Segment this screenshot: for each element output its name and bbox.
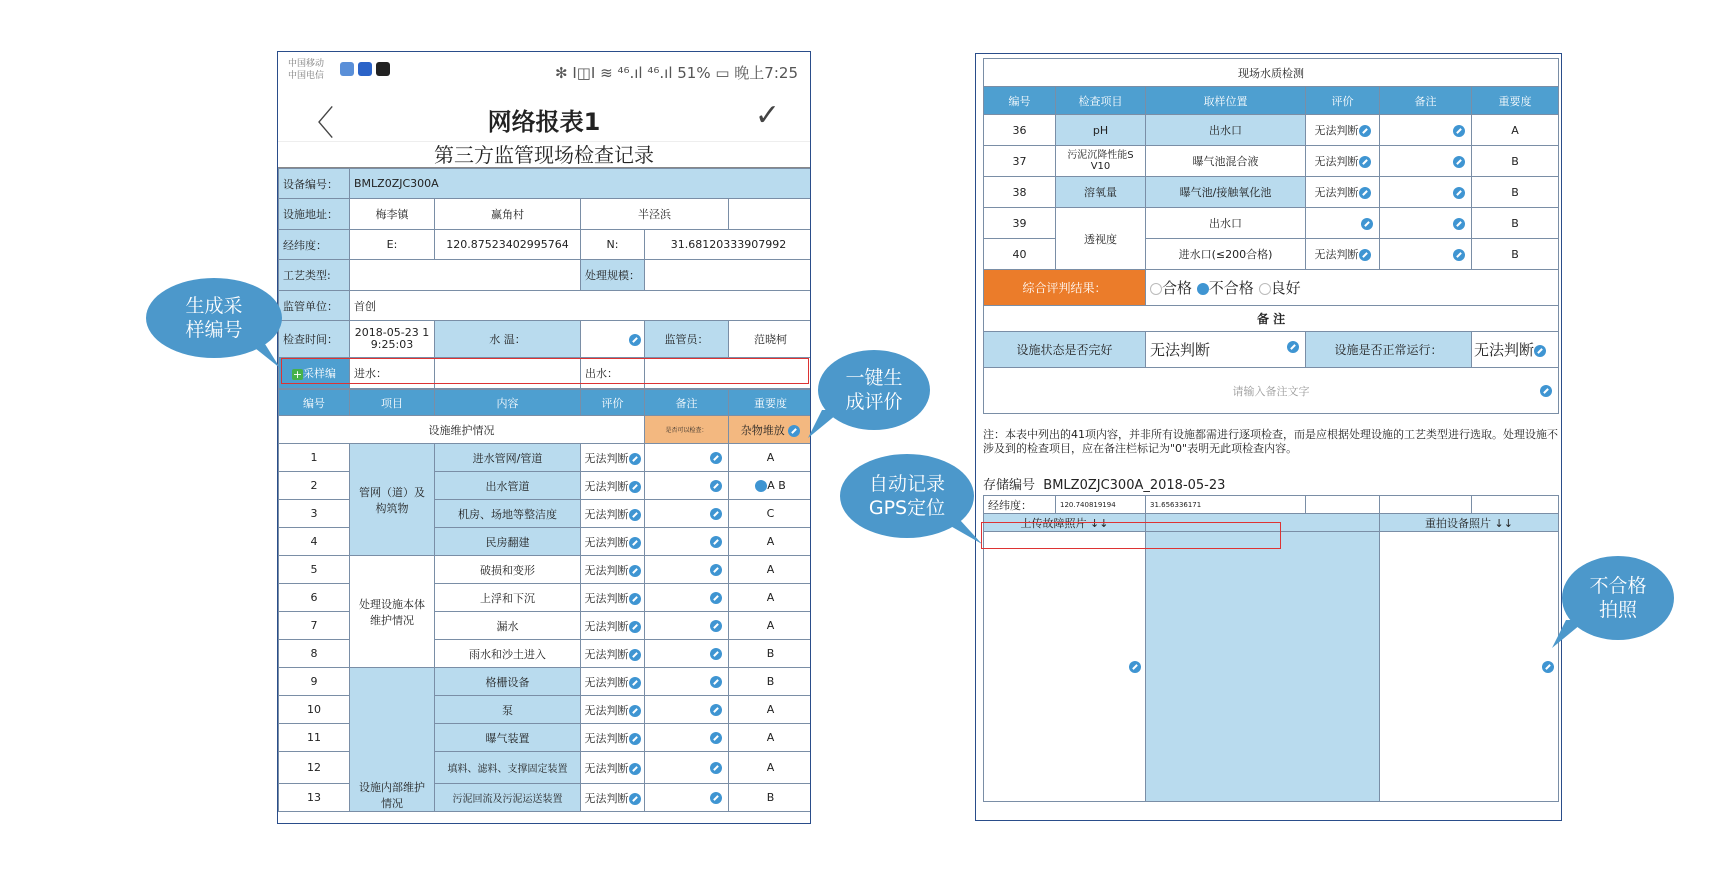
row-eval[interactable] [1306,208,1380,239]
col-importance: 重要度 [1472,87,1559,115]
edit-icon[interactable] [710,508,722,520]
app-icons [340,62,390,76]
row-eval[interactable] [581,528,645,556]
row-content: 曝气装置 [435,724,581,752]
row-imp: A [729,556,812,584]
callout-sample-no: 生成采 样编号 [146,278,282,358]
n-value: 31.68120333907992 [645,229,812,259]
info-table [278,168,811,389]
row-no: 12 [279,752,350,784]
row-imp: A [729,752,812,784]
lat-value: 31.656336171 [1146,496,1306,514]
edit-icon[interactable] [710,648,722,660]
eval-text: 无法判断 [1314,248,1359,261]
lnglat-table [983,495,1559,802]
section-note: 是否可以检查： [645,416,729,444]
row-content: 泵 [435,696,581,724]
row-item: 溶氧量 [1056,177,1146,208]
row-remark[interactable] [1380,208,1472,239]
row-no: 38 [984,177,1056,208]
row-no: 13 [279,784,350,812]
remark-input[interactable] [984,368,1559,414]
edit-icon[interactable] [629,733,641,745]
row-eval[interactable] [581,696,645,724]
store-value: BMLZ0ZJC300A_2018-05-23 [1043,478,1226,493]
edit-icon[interactable] [710,536,722,548]
eval-text: 无法判断 [584,703,629,717]
water-title: 现场水质检测 [984,59,1559,87]
water-table [983,58,1559,414]
outlet-label: 出水： [581,358,645,389]
edit-icon[interactable] [1540,385,1552,397]
row-remark[interactable] [645,640,729,668]
callout-tail [240,336,290,376]
edit-icon[interactable] [710,762,722,774]
result-label: 综合评判结果： [984,270,1146,306]
edit-icon[interactable] [1534,345,1546,357]
edit-icon[interactable] [1287,341,1299,353]
row-position: 曝气池/接触氧化池 [1146,177,1306,208]
row-imp: A [729,612,812,640]
row-remark[interactable] [645,752,729,784]
row-remark[interactable] [645,696,729,724]
nav-bar [278,92,810,142]
col-importance: 重要度 [729,390,812,416]
eval-text: 无法判断 [584,479,629,493]
row-imp: B [1472,239,1559,270]
lnglat-label: 经纬度： [984,496,1056,514]
running-label: 设施是否正常运行： [1306,332,1472,368]
edit-icon[interactable] [1542,661,1554,673]
app-icon [358,62,372,76]
scale-label: 处理规模： [581,260,645,290]
eval-text: 无法判断 [1314,124,1359,137]
row-position: 出水口 [1146,115,1306,146]
eval-text: 无法判断 [584,591,629,605]
eval-text: 无法判断 [584,647,629,661]
running-value: 无法判断 [1474,341,1535,359]
row-imp: B [729,640,812,668]
group-internal: 设施内部维护 情况 [350,668,435,812]
scale-field[interactable] [645,260,812,290]
row-no: 8 [279,640,350,668]
edit-icon[interactable] [710,792,722,804]
row-no: 5 [279,556,350,584]
eval-text: 无法判断 [584,619,629,633]
col-eval: 评价 [1306,87,1380,115]
row-remark[interactable] [1380,239,1472,270]
row-content: 破损和变形 [435,556,581,584]
row-no: 36 [984,115,1056,146]
row-content: 机房、场地等整洁度 [435,500,581,528]
callout-tail [940,520,986,550]
opt-good: 良好 [1270,279,1301,297]
store-label: 存储编号 [983,478,1036,493]
edit-icon[interactable] [629,649,641,661]
edit-icon[interactable] [629,509,641,521]
edit-icon[interactable] [710,676,722,688]
device-no-value: BMLZ0ZJC300A [350,169,812,199]
edit-icon[interactable] [629,565,641,577]
row-content: 污泥回流及污泥运送装置 [435,784,581,812]
row-eval[interactable] [581,640,645,668]
row-eval[interactable] [581,500,645,528]
edit-icon[interactable] [629,621,641,633]
row-imp[interactable] [729,472,812,500]
e-value: 120.87523402995764 [435,229,581,259]
addr-village: 赢角村 [435,199,581,229]
row-item: 透视度 [1056,208,1146,270]
row-remark[interactable] [645,668,729,696]
row-content: 填料、滤料、支撑固定装置 [435,752,581,784]
process-label: 工艺类型: [279,260,350,290]
edit-icon[interactable] [710,480,722,492]
row-content: 格栅设备 [435,668,581,696]
row-no: 9 [279,668,350,696]
status-right: ✻ I◫I ≋ ⁴⁶.ıl ⁴⁶.ıl 51% ▭ 晚上7:25 [555,64,798,82]
row-eval[interactable] [1306,146,1380,177]
row-no: 6 [279,584,350,612]
edit-icon[interactable] [1359,187,1371,199]
device-photo-area[interactable] [1380,532,1559,802]
row-no: 37 [984,146,1056,177]
confirm-icon[interactable]: ✓ [754,98,780,133]
radio-a[interactable] [755,480,767,492]
edit-icon[interactable] [629,334,641,346]
process-field[interactable] [350,260,581,290]
row-position: 曝气池混合液 [1146,146,1306,177]
section-note2[interactable] [729,416,812,444]
empty-cell [1380,496,1472,514]
row-eval[interactable] [581,724,645,752]
facility-ok-field[interactable] [1146,332,1306,368]
edit-icon[interactable] [629,763,641,775]
supervisor-value: 范晓柯 [729,321,812,358]
edit-icon[interactable] [629,677,641,689]
running-field[interactable] [1472,332,1559,368]
addr-label: 设施地址： [279,199,350,229]
upload-device-label: 重拍设备照片 ↓↓ [1380,514,1559,532]
edit-icon[interactable] [710,592,722,604]
page-title: 网络报表1 [487,108,601,136]
row-remark[interactable] [645,500,729,528]
eval-text: 无法判断 [1314,155,1359,168]
status-bar [278,52,810,92]
col-no: 编号 [984,87,1056,115]
row-imp: B [729,668,812,696]
eval-text: 无法判断 [584,535,629,549]
row-remark[interactable] [645,528,729,556]
facility-ok-value: 无法判断 [1150,341,1211,359]
plus-icon: + [292,367,303,381]
row-no: 39 [984,208,1056,239]
upload-fault-label: 上传故障照片 ↓↓ [984,514,1146,532]
row-no: 11 [279,724,350,752]
fault-photo-area[interactable] [984,532,1146,802]
edit-icon[interactable] [1453,249,1465,261]
outlet-field[interactable] [645,358,812,389]
water-temp-label: 水 温： [435,321,581,358]
col-item: 检查项目 [1056,87,1146,115]
edit-icon[interactable] [629,593,641,605]
device-no-label: 设备编号： [279,169,350,199]
app-icon [340,62,354,76]
row-position: 出水口 [1146,208,1306,239]
row-eval[interactable] [1306,115,1380,146]
carrier-2: 中国电信 [288,71,325,81]
row-remark[interactable] [1380,177,1472,208]
row-imp: B [1472,177,1559,208]
edit-icon[interactable] [1453,156,1465,168]
unit-value: 首创 [350,290,812,320]
addr-site: 半泾浜 [581,199,729,229]
row-imp: A [729,584,812,612]
remark-title: 备 注 [984,306,1559,332]
facility-ok-label: 设施状态是否完好 [984,332,1146,368]
row-imp: B [729,784,812,812]
row-remark[interactable] [1380,115,1472,146]
row-content: 上浮和下沉 [435,584,581,612]
photo-middle [1146,532,1380,802]
row-remark[interactable] [645,444,729,472]
row-eval[interactable] [581,472,645,500]
row-item: pH [1056,115,1146,146]
edit-icon[interactable] [710,732,722,744]
edit-icon[interactable] [1359,125,1371,137]
row-content: 漏水 [435,612,581,640]
imp-options: A B [767,479,786,492]
lnglat-label: 经纬度： [279,229,350,259]
row-remark[interactable] [645,612,729,640]
phone-screen [277,51,811,824]
edit-icon[interactable] [629,537,641,549]
section-title: 设施维护情况 [279,416,645,444]
remark-placeholder: 请输入备注文字 [1232,384,1310,398]
edit-icon[interactable] [1453,218,1465,230]
water-temp-field[interactable] [581,321,645,358]
row-eval[interactable] [581,444,645,472]
edit-icon[interactable] [629,453,641,465]
row-item: 污泥沉降性能S V10 [1056,146,1146,177]
edit-icon[interactable] [710,452,722,464]
row-eval[interactable] [581,612,645,640]
group-pipe: 管网（道）及 构筑物 [350,444,435,556]
callout-tail [1552,620,1592,650]
addr-empty [729,199,812,229]
radio-good[interactable] [1259,283,1271,295]
col-remark: 备注 [645,390,729,416]
edit-icon[interactable] [710,564,722,576]
edit-icon[interactable] [1359,156,1371,168]
col-content: 内容 [435,390,581,416]
edit-icon[interactable] [1453,125,1465,137]
record-title: 第三方监管现场检查记录 [278,142,810,168]
row-no: 3 [279,500,350,528]
row-no: 40 [984,239,1056,270]
row-eval[interactable] [581,752,645,784]
row-eval[interactable] [581,556,645,584]
carrier-text [288,58,324,82]
inlet-label: 进水： [350,358,435,389]
row-no: 10 [279,696,350,724]
callout-photo: 不合格 拍照 [1562,556,1674,640]
store-row [983,474,1561,493]
e-label: E: [350,229,435,259]
row-imp: A [729,724,812,752]
row-position: 进水口(≤200合格) [1146,239,1306,270]
row-eval[interactable] [1306,239,1380,270]
n-label: N: [581,229,645,259]
col-remark: 备注 [1380,87,1472,115]
opt-fail: 不合格 [1208,279,1254,297]
edit-icon[interactable] [1359,249,1371,261]
row-no: 4 [279,528,350,556]
row-imp: B [1472,146,1559,177]
col-position: 取样位置 [1146,87,1306,115]
col-no: 编号 [279,390,350,416]
result-options[interactable] [1146,270,1559,306]
edit-icon[interactable] [1453,187,1465,199]
eval-text: 无法判断 [584,675,629,689]
eval-text: 无法判断 [584,761,629,775]
eval-text: 无法判断 [584,563,629,577]
row-eval[interactable] [581,584,645,612]
addr-town: 梅李镇 [350,199,435,229]
row-remark[interactable] [645,472,729,500]
edit-icon[interactable] [710,620,722,632]
edit-icon[interactable] [629,481,641,493]
row-no: 2 [279,472,350,500]
row-remark[interactable] [645,784,729,812]
time-label: 检查时间： [279,321,350,358]
row-eval[interactable] [1306,177,1380,208]
row-remark[interactable] [645,556,729,584]
time-value: 2018-05-23 1 9:25:03 [350,321,435,358]
back-icon[interactable]: 〈 [300,104,334,144]
row-imp: B [1472,208,1559,239]
eval-text: 无法判断 [1314,186,1359,199]
maintenance-table [278,389,811,812]
carrier-1: 中国移动 [288,59,325,69]
row-imp: A [729,444,812,472]
col-item: 项目 [350,390,435,416]
supervisor-label: 监管员： [645,321,729,358]
app-icon [376,62,390,76]
row-no: 1 [279,444,350,472]
edit-icon[interactable] [1129,661,1141,673]
callout-gps: 自动记录 GPS定位 [840,454,974,538]
row-content: 进水管网/管道 [435,444,581,472]
empty-cell [1472,496,1559,514]
edit-icon[interactable] [629,793,641,805]
opt-pass: 合格 [1162,279,1193,297]
water-test-screen [975,53,1562,821]
row-content: 民房翻建 [435,528,581,556]
empty-cell [1306,496,1380,514]
eval-text: 无法判断 [584,451,629,465]
row-content: 雨水和沙土进入 [435,640,581,668]
row-no: 7 [279,612,350,640]
col-eval: 评价 [581,390,645,416]
row-imp: A [729,696,812,724]
row-content: 出水管道 [435,472,581,500]
lng-value: 120.740819194 [1056,496,1146,514]
row-imp: A [729,528,812,556]
section-note2-label: 杂物堆放 [740,423,785,437]
edit-icon[interactable] [788,425,800,437]
inlet-field[interactable] [435,358,581,389]
sample-button-label: 采样编 [303,367,336,381]
group-body: 处理设施本体 维护情况 [350,556,435,668]
photo-divider [1146,514,1380,532]
edit-icon[interactable] [710,704,722,716]
row-remark[interactable] [645,724,729,752]
callout-auto-eval: 一键生 成评价 [818,350,930,430]
note-text: 注：本表中列出的41项内容，并非所有设施都需进行逐项检查，而是应根据处理设施的工艺类型进行选取。处理设施不涉及到的检查项目，应在备注栏标记为"0"表明无此项检查内容。 [983,428,1558,455]
eval-text: 无法判断 [584,507,629,521]
row-remark[interactable] [1380,146,1472,177]
eval-text: 无法判断 [584,731,629,745]
unit-label: 监管单位： [279,290,350,320]
row-imp: A [1472,115,1559,146]
eval-text: 无法判断 [584,791,629,805]
row-imp: C [729,500,812,528]
row-remark[interactable] [645,584,729,612]
row-eval[interactable] [581,784,645,812]
edit-icon[interactable] [629,705,641,717]
radio-fail[interactable] [1197,283,1209,295]
callout-tail [808,410,848,440]
edit-icon[interactable] [1361,218,1373,230]
radio-pass[interactable] [1150,283,1162,295]
row-eval[interactable] [581,668,645,696]
